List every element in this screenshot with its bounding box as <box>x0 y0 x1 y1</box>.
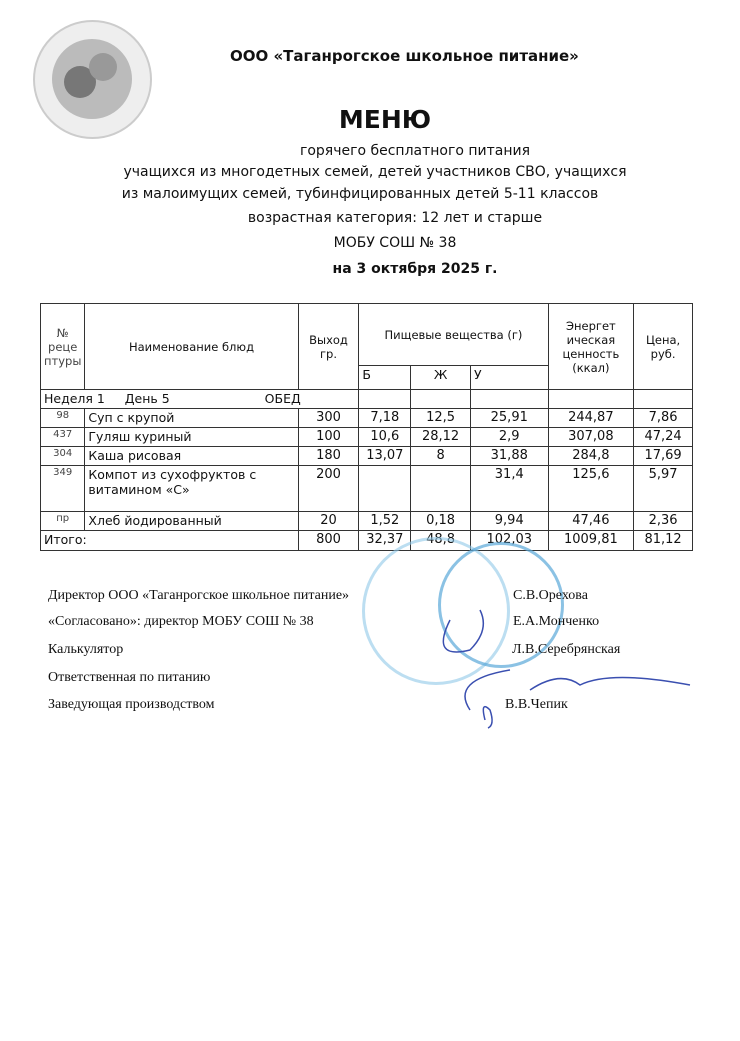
signature-role: Директор ООО «Таганрогское школьное питание» <box>48 588 350 603</box>
cell-u: 9,94 <box>470 512 548 531</box>
total-u: 102,03 <box>470 531 548 551</box>
header-price: Цена, руб. <box>634 304 693 390</box>
cell-zh <box>411 466 471 512</box>
subtitle-line: из малоимущих семей, тубинфицированных детей 5-11 классов <box>121 186 599 202</box>
header-u: У <box>470 366 548 390</box>
table-row <box>41 447 693 466</box>
cell-name: Гуляш куриный <box>85 428 298 447</box>
menu-date: на 3 октября 2025 г. <box>332 261 498 277</box>
cell-u: 31,88 <box>470 447 548 466</box>
total-price: 81,12 <box>634 531 693 551</box>
cell-yield: 200 <box>298 466 359 512</box>
total-zh: 48,8 <box>411 531 471 551</box>
cell-recipe: пр <box>41 512 85 531</box>
section-row <box>41 390 693 409</box>
total-label: Итого: <box>41 531 299 551</box>
signature-role: Калькулятор <box>48 642 124 657</box>
subtitle-line: горячего бесплатного питания <box>299 143 530 159</box>
cell-b: 7,18 <box>359 409 411 428</box>
cell-b <box>359 466 411 512</box>
cell-price: 17,69 <box>634 447 693 466</box>
cell-energy: 47,46 <box>548 512 634 531</box>
signature-name: В.В.Чепик <box>505 697 568 712</box>
meal-label: ОБЕД <box>264 391 301 406</box>
section-label <box>41 390 359 409</box>
cell-zh: 28,12 <box>411 428 471 447</box>
cell-zh: 0,18 <box>411 512 471 531</box>
total-energy: 1009,81 <box>548 531 634 551</box>
signature-name: Л.В.Серебрянская <box>512 642 621 657</box>
cell-energy: 125,6 <box>548 466 634 512</box>
signature-role: «Согласовано»: директор МОБУ СОШ № 38 <box>48 614 314 629</box>
cell-yield: 20 <box>298 512 359 531</box>
cell-b: 13,07 <box>359 447 411 466</box>
cell-energy: 307,08 <box>548 428 634 447</box>
cell-yield: 100 <box>298 428 359 447</box>
total-b: 32,37 <box>359 531 411 551</box>
cell-u: 31,4 <box>470 466 548 512</box>
subtitle-line: возрастная категория: 12 лет и старше <box>247 210 543 226</box>
cell-b: 10,6 <box>359 428 411 447</box>
cell-price: 5,97 <box>634 466 693 512</box>
cell-recipe: 304 <box>41 447 85 466</box>
cell-u: 2,9 <box>470 428 548 447</box>
table-row <box>41 428 693 447</box>
cell-price: 2,36 <box>634 512 693 531</box>
cell-price: 7,86 <box>634 409 693 428</box>
week-label: Неделя 1 <box>44 391 105 406</box>
header-b: Б <box>359 366 411 390</box>
cell-b: 1,52 <box>359 512 411 531</box>
total-yield: 800 <box>298 531 359 551</box>
cell-name: Суп с крупой <box>85 409 298 428</box>
cell-zh: 8 <box>411 447 471 466</box>
menu-table <box>40 303 693 551</box>
header-nutrients: Пищевые вещества (г) <box>359 304 548 366</box>
subtitle-line: МОБУ СОШ № 38 <box>333 235 457 251</box>
table-row <box>41 512 693 531</box>
cell-name: Хлеб йодированный <box>85 512 298 531</box>
subtitle-line: учащихся из многодетных семей, детей участников СВО, учащихся <box>123 164 627 180</box>
signature-name: Е.А.Монченко <box>513 614 600 629</box>
cell-recipe: 437 <box>41 428 85 447</box>
table-row <box>41 466 693 512</box>
table-row <box>41 409 693 428</box>
signature-role: Заведующая производством <box>48 697 215 712</box>
header-energy: Энергет ическая ценность (ккал) <box>548 304 634 390</box>
day-label: День 5 <box>124 391 170 406</box>
cell-energy: 244,87 <box>548 409 634 428</box>
signature-role: Ответственная по питанию <box>48 670 211 685</box>
cell-recipe: 349 <box>41 466 85 512</box>
total-row <box>41 531 693 551</box>
organization-name: ООО «Таганрогское школьное питание» <box>230 47 579 65</box>
cell-u: 25,91 <box>470 409 548 428</box>
signature-name: С.В.Орехова <box>513 588 588 603</box>
header-name: Наименование блюд <box>85 304 298 390</box>
cell-name: Компот из сухофруктов с витамином «С» <box>85 466 298 512</box>
cell-name: Каша рисовая <box>85 447 298 466</box>
cell-recipe: 98 <box>41 409 85 428</box>
cell-yield: 300 <box>298 409 359 428</box>
cell-price: 47,24 <box>634 428 693 447</box>
cell-yield: 180 <box>298 447 359 466</box>
handwritten-signatures <box>410 600 700 730</box>
header-recipe: № реце птуры <box>41 304 85 390</box>
cell-energy: 284,8 <box>548 447 634 466</box>
header-zh: Ж <box>411 366 471 390</box>
document-title: МЕНЮ <box>338 105 432 134</box>
header-yield: Выход гр. <box>298 304 359 390</box>
cell-zh: 12,5 <box>411 409 471 428</box>
